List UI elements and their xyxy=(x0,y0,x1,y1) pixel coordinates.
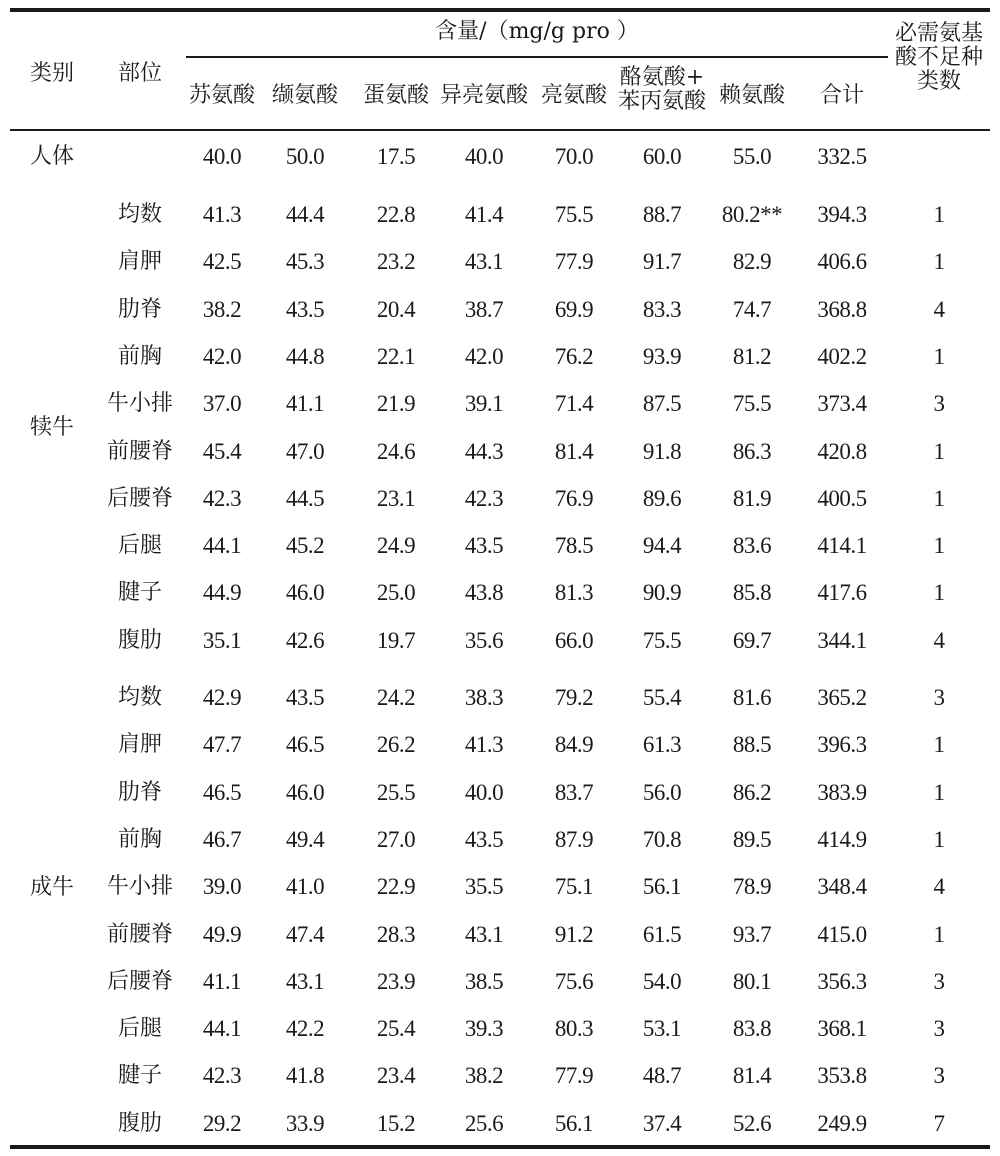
cell-value: 83.8 xyxy=(732,1016,772,1042)
cell-value: 81.6 xyxy=(732,685,772,710)
cell-value: 40.0 xyxy=(464,144,504,169)
cell-value: 39.3 xyxy=(464,1016,504,1042)
cell-value: 38.2 xyxy=(202,296,242,322)
cell-value: 39.0 xyxy=(202,874,242,900)
cell-value: 87.5 xyxy=(642,391,682,417)
cell-value: 46.5 xyxy=(285,732,325,758)
cell-value: 70.8 xyxy=(642,826,682,852)
cell-value: 23.9 xyxy=(376,968,416,994)
cell-value: 41.4 xyxy=(464,202,504,227)
cell-value: 44.9 xyxy=(202,580,242,606)
cell-value: 44.5 xyxy=(285,485,325,511)
cell-value: 368.1 xyxy=(817,1016,867,1042)
cell-value: 85.8 xyxy=(732,580,772,606)
cell-value: 42.3 xyxy=(202,1063,242,1089)
cell-value: 365.2 xyxy=(817,685,867,710)
cell-value: 80.1 xyxy=(732,968,772,994)
cell-value: 38.5 xyxy=(464,968,504,994)
row-deficient-count: 1 xyxy=(933,779,945,805)
row-deficient-count: 4 xyxy=(933,296,945,322)
cell-value: 75.5 xyxy=(732,391,772,417)
row-part-label: 腱子 xyxy=(117,1063,163,1089)
cell-value: 75.1 xyxy=(554,874,594,900)
table-row xyxy=(0,572,1000,619)
table-row xyxy=(0,772,1000,819)
cell-value: 75.5 xyxy=(642,627,682,653)
cell-value: 249.9 xyxy=(817,1110,867,1136)
cell-value: 76.9 xyxy=(554,485,594,511)
cell-value: 27.0 xyxy=(376,826,416,852)
cell-value: 420.8 xyxy=(817,438,867,464)
cell-value: 22.9 xyxy=(376,874,416,900)
cell-value: 39.1 xyxy=(464,391,504,417)
cell-value: 38.3 xyxy=(464,685,504,710)
table-row xyxy=(0,1103,1000,1150)
cell-value: 43.1 xyxy=(464,921,504,947)
cell-value: 91.2 xyxy=(554,921,594,947)
table-row xyxy=(0,194,1000,241)
cell-value: 25.5 xyxy=(376,779,416,805)
cell-value: 91.7 xyxy=(642,249,682,275)
cell-value: 55.0 xyxy=(732,144,772,169)
reference-row xyxy=(0,140,1000,187)
cell-value: 402.2 xyxy=(817,343,867,369)
cell-value: 383.9 xyxy=(817,779,867,805)
cell-value: 42.3 xyxy=(202,485,242,511)
cell-value: 46.0 xyxy=(285,779,325,805)
cell-value: 81.9 xyxy=(732,485,772,511)
cell-value: 40.0 xyxy=(464,779,504,805)
cell-value: 46.0 xyxy=(285,580,325,606)
cell-value: 86.2 xyxy=(732,779,772,805)
row-deficient-count: 1 xyxy=(933,732,945,758)
row-deficient-count: 1 xyxy=(933,533,945,559)
table-row xyxy=(0,620,1000,667)
row-part-label: 腹肋 xyxy=(117,627,163,653)
cell-value: 356.3 xyxy=(817,968,867,994)
cell-value: 414.9 xyxy=(817,826,867,852)
row-part-label: 牛小排 xyxy=(106,391,174,417)
cell-value: 81.3 xyxy=(554,580,594,606)
cell-value: 44.3 xyxy=(464,438,504,464)
cell-value: 38.2 xyxy=(464,1063,504,1089)
table-row xyxy=(0,241,1000,288)
cell-value: 41.3 xyxy=(464,732,504,758)
row-deficient-count: 1 xyxy=(933,580,945,606)
cell-value: 15.2 xyxy=(376,1110,416,1136)
cell-value: 43.5 xyxy=(464,533,504,559)
cell-value: 49.4 xyxy=(285,826,325,852)
row-part-label: 前胸 xyxy=(117,826,163,852)
cell-value: 17.5 xyxy=(376,144,416,169)
cell-value: 24.9 xyxy=(376,533,416,559)
cell-value: 60.0 xyxy=(642,144,682,169)
header-bottom-rule xyxy=(10,129,990,131)
cell-value: 344.1 xyxy=(817,627,867,653)
cell-value: 41.1 xyxy=(285,391,325,417)
cell-value: 394.3 xyxy=(817,202,867,227)
row-part-label: 牛小排 xyxy=(106,874,174,900)
row-part-label: 肋脊 xyxy=(117,296,163,322)
cell-value: 84.9 xyxy=(554,732,594,758)
group-category-adult: 成牛 xyxy=(29,875,75,900)
cell-value: 25.0 xyxy=(376,580,416,606)
cell-value: 43.1 xyxy=(285,968,325,994)
cell-value: 41.3 xyxy=(202,202,242,227)
header-category: 类别 xyxy=(29,61,75,86)
cell-value: 28.3 xyxy=(376,921,416,947)
cell-value: 81.4 xyxy=(732,1063,772,1089)
row-deficient-count: 1 xyxy=(933,485,945,511)
cell-value: 49.9 xyxy=(202,921,242,947)
header-col-total: 合计 xyxy=(819,83,865,108)
cell-value: 42.9 xyxy=(202,685,242,710)
row-deficient-count: 7 xyxy=(933,1110,945,1136)
cell-value: 75.5 xyxy=(554,202,594,227)
cell-value: 44.4 xyxy=(285,202,325,227)
cell-value: 29.2 xyxy=(202,1110,242,1136)
cell-value: 75.6 xyxy=(554,968,594,994)
group-category-calf: 犊牛 xyxy=(29,415,75,440)
header-col-leucine: 亮氨酸 xyxy=(540,83,608,108)
row-part-label: 肩胛 xyxy=(117,249,163,275)
cell-value: 21.9 xyxy=(376,391,416,417)
row-deficient-count: 1 xyxy=(933,921,945,947)
cell-value: 45.2 xyxy=(285,533,325,559)
table-row xyxy=(0,478,1000,525)
table-row xyxy=(0,289,1000,336)
cell-value: 44.1 xyxy=(202,1016,242,1042)
cell-value: 348.4 xyxy=(817,874,867,900)
cell-value: 396.3 xyxy=(817,732,867,758)
cell-value: 44.1 xyxy=(202,533,242,559)
row-part-label: 后腿 xyxy=(117,1016,163,1042)
cell-value: 80.3 xyxy=(554,1016,594,1042)
cell-value: 400.5 xyxy=(817,485,867,511)
row-deficient-count: 3 xyxy=(933,968,945,994)
cell-value: 42.5 xyxy=(202,249,242,275)
row-part-label: 腱子 xyxy=(117,580,163,606)
cell-value: 24.2 xyxy=(376,685,416,710)
cell-value: 45.3 xyxy=(285,249,325,275)
table-top-rule xyxy=(10,8,990,12)
cell-value: 37.0 xyxy=(202,391,242,417)
cell-value: 69.9 xyxy=(554,296,594,322)
table-row xyxy=(0,914,1000,961)
table-row xyxy=(0,866,1000,913)
cell-value: 76.2 xyxy=(554,343,594,369)
cell-value: 332.5 xyxy=(817,144,867,169)
row-part-label: 后腰脊 xyxy=(106,968,174,994)
header-part: 部位 xyxy=(117,61,163,86)
table-row xyxy=(0,961,1000,1008)
cell-value: 37.4 xyxy=(642,1110,682,1136)
header-col-methionine: 蛋氨酸 xyxy=(362,83,430,108)
row-deficient-count: 4 xyxy=(933,874,945,900)
cell-value: 406.6 xyxy=(817,249,867,275)
cell-value: 56.1 xyxy=(642,874,682,900)
cell-value: 77.9 xyxy=(554,249,594,275)
row-deficient-count: 1 xyxy=(933,343,945,369)
cell-value: 77.9 xyxy=(554,1063,594,1089)
cell-value: 93.9 xyxy=(642,343,682,369)
cell-value: 417.6 xyxy=(817,580,867,606)
table-row xyxy=(0,1008,1000,1055)
cell-value: 70.0 xyxy=(554,144,594,169)
cell-value: 26.2 xyxy=(376,732,416,758)
row-deficient-count: 3 xyxy=(933,1063,945,1089)
row-part-label: 后腿 xyxy=(117,533,163,559)
cell-value: 24.6 xyxy=(376,438,416,464)
table-row xyxy=(0,525,1000,572)
cell-value: 19.7 xyxy=(376,627,416,653)
cell-value: 91.8 xyxy=(642,438,682,464)
cell-value: 368.8 xyxy=(817,296,867,322)
table-row xyxy=(0,431,1000,478)
cell-value: 54.0 xyxy=(642,968,682,994)
table-row xyxy=(0,336,1000,383)
content-group-underline xyxy=(186,56,888,58)
row-part-label: 肩胛 xyxy=(117,732,163,758)
cell-value: 89.6 xyxy=(642,485,682,511)
cell-value: 23.1 xyxy=(376,485,416,511)
cell-value: 25.6 xyxy=(464,1110,504,1136)
cell-value: 71.4 xyxy=(554,391,594,417)
cell-value: 55.4 xyxy=(642,685,682,710)
cell-value: 74.7 xyxy=(732,296,772,322)
cell-value: 89.5 xyxy=(732,826,772,852)
cell-value: 79.2 xyxy=(554,685,594,710)
cell-value: 42.0 xyxy=(464,343,504,369)
row-part-label: 前胸 xyxy=(117,343,163,369)
row-part-label: 均数 xyxy=(117,202,163,227)
cell-value: 43.5 xyxy=(285,296,325,322)
cell-value: 41.1 xyxy=(202,968,242,994)
cell-value: 22.1 xyxy=(376,343,416,369)
cell-value: 44.8 xyxy=(285,343,325,369)
row-deficient-count: 3 xyxy=(933,391,945,417)
cell-value: 61.5 xyxy=(642,921,682,947)
cell-value: 42.6 xyxy=(285,627,325,653)
cell-value: 53.1 xyxy=(642,1016,682,1042)
cell-value: 81.2 xyxy=(732,343,772,369)
cell-value: 83.6 xyxy=(732,533,772,559)
row-deficient-count: 1 xyxy=(933,826,945,852)
cell-value: 78.5 xyxy=(554,533,594,559)
row-part-label: 后腰脊 xyxy=(106,485,174,511)
cell-value: 88.7 xyxy=(642,202,682,227)
header-col-valine: 缬氨酸 xyxy=(271,83,339,108)
cell-value: 82.9 xyxy=(732,249,772,275)
cell-value: 43.5 xyxy=(285,685,325,710)
header-col-threonine: 苏氨酸 xyxy=(188,83,256,108)
header-content-group: 含量/（mg/g pro ） xyxy=(435,19,639,44)
cell-value: 78.9 xyxy=(732,874,772,900)
cell-value: 35.1 xyxy=(202,627,242,653)
cell-value: 33.9 xyxy=(285,1110,325,1136)
cell-value: 83.7 xyxy=(554,779,594,805)
cell-value: 56.0 xyxy=(642,779,682,805)
cell-value: 87.9 xyxy=(554,826,594,852)
cell-value: 41.0 xyxy=(285,874,325,900)
cell-value: 414.1 xyxy=(817,533,867,559)
row-deficient-count: 1 xyxy=(933,202,945,227)
cell-value: 42.0 xyxy=(202,343,242,369)
cell-value: 69.7 xyxy=(732,627,772,653)
row-part-label: 肋脊 xyxy=(117,779,163,805)
row-part-label: 均数 xyxy=(117,685,163,710)
row-deficient-count: 4 xyxy=(933,627,945,653)
cell-value: 81.4 xyxy=(554,438,594,464)
header-col-isoleucine: 异亮氨酸 xyxy=(439,83,529,108)
cell-value: 43.5 xyxy=(464,826,504,852)
cell-value: 46.7 xyxy=(202,826,242,852)
cell-value: 66.0 xyxy=(554,627,594,653)
table-row xyxy=(0,383,1000,430)
cell-value: 35.6 xyxy=(464,627,504,653)
cell-value: 83.3 xyxy=(642,296,682,322)
row-deficient-count: 3 xyxy=(933,685,945,710)
cell-value: 41.8 xyxy=(285,1063,325,1089)
cell-value: 90.9 xyxy=(642,580,682,606)
cell-value: 61.3 xyxy=(642,732,682,758)
cell-value: 23.2 xyxy=(376,249,416,275)
cell-value: 52.6 xyxy=(732,1110,772,1136)
row-part-label: 前腰脊 xyxy=(106,438,174,464)
cell-value: 46.5 xyxy=(202,779,242,805)
cell-value: 42.3 xyxy=(464,485,504,511)
cell-value: 20.4 xyxy=(376,296,416,322)
cell-value: 56.1 xyxy=(554,1110,594,1136)
table-row xyxy=(0,724,1000,771)
cell-value: 47.0 xyxy=(285,438,325,464)
row-part-label: 前腰脊 xyxy=(106,921,174,947)
cell-value: 23.4 xyxy=(376,1063,416,1089)
cell-value: 42.2 xyxy=(285,1016,325,1042)
cell-value: 48.7 xyxy=(642,1063,682,1089)
cell-value: 25.4 xyxy=(376,1016,416,1042)
cell-value: 43.8 xyxy=(464,580,504,606)
row-deficient-count: 3 xyxy=(933,1016,945,1042)
row-part-label: 腹肋 xyxy=(117,1110,163,1136)
header-deficient-count: 必需氨基 酸不足种 类数 xyxy=(894,21,984,94)
cell-value: 43.1 xyxy=(464,249,504,275)
header-col-lysine: 赖氨酸 xyxy=(718,83,786,108)
row-deficient-count: 1 xyxy=(933,249,945,275)
cell-value: 35.5 xyxy=(464,874,504,900)
table-row xyxy=(0,819,1000,866)
table-row xyxy=(0,677,1000,724)
cell-value: 86.3 xyxy=(732,438,772,464)
cell-value: 94.4 xyxy=(642,533,682,559)
cell-value: 373.4 xyxy=(817,391,867,417)
cell-value: 353.8 xyxy=(817,1063,867,1089)
header-col-tyr-phe: 酪氨酸+ 苯丙氨酸 xyxy=(617,65,707,114)
row-deficient-count: 1 xyxy=(933,438,945,464)
cell-value: 80.2** xyxy=(721,202,783,227)
cell-value: 88.5 xyxy=(732,732,772,758)
cell-value: 40.0 xyxy=(202,144,242,169)
reference-category: 人体 xyxy=(29,144,75,169)
cell-value: 22.8 xyxy=(376,202,416,227)
cell-value: 93.7 xyxy=(732,921,772,947)
cell-value: 50.0 xyxy=(285,144,325,169)
cell-value: 38.7 xyxy=(464,296,504,322)
cell-value: 45.4 xyxy=(202,438,242,464)
cell-value: 47.4 xyxy=(285,921,325,947)
table-row xyxy=(0,1055,1000,1102)
cell-value: 415.0 xyxy=(817,921,867,947)
cell-value: 47.7 xyxy=(202,732,242,758)
